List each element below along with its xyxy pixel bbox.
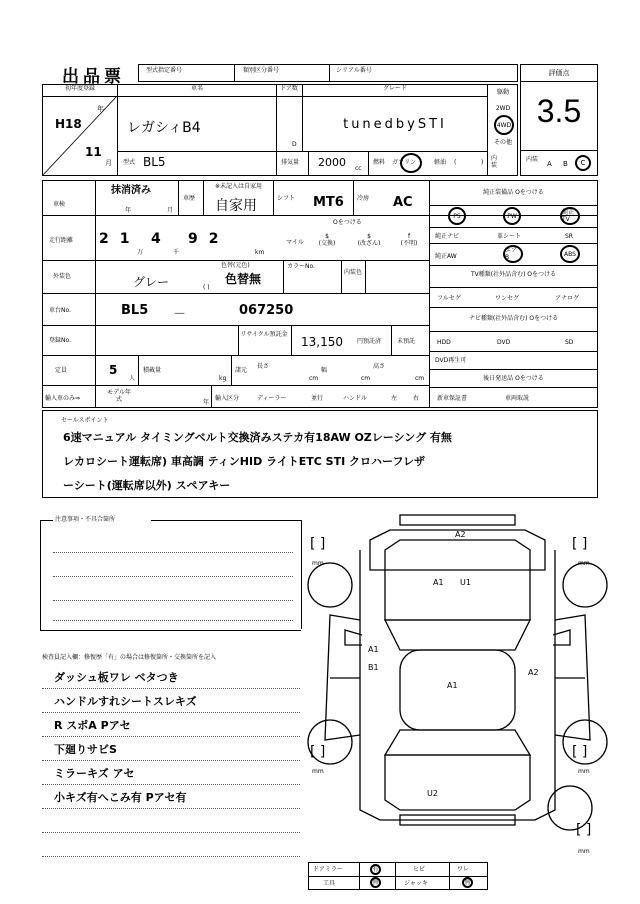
mark-a2-front: A2 <box>455 530 466 539</box>
import-right: 右 <box>413 395 420 402</box>
inspection-label: 車検 <box>53 201 66 208</box>
drive-other: その他 <box>493 139 512 146</box>
color-no-label: カラーNo. <box>287 263 315 270</box>
tire-mm-fl: mm <box>312 560 324 567</box>
tv-title: TV種類(社外品含む) Oをつける <box>470 271 557 278</box>
mileage-label: 走行距離 <box>49 237 74 244</box>
month-value: 11 <box>85 145 102 159</box>
import-type: 輸入区分 <box>215 395 240 402</box>
shift-value: MT6 <box>313 195 344 210</box>
fuel-diesel: 軽油 <box>434 159 447 166</box>
eval-score: 3.5 <box>536 93 582 129</box>
inspection-year: 年 <box>125 207 132 214</box>
sub-label-2: 類別区分番号 <box>243 67 280 74</box>
car-diagram <box>300 510 610 850</box>
genuine-pw-circled: PW <box>503 207 521 225</box>
cc-unit: cc <box>355 165 362 172</box>
interior-grade-c-circled: C <box>575 155 591 171</box>
mileage-opt-2 <box>349 233 389 247</box>
inspector-line-7 <box>42 810 300 833</box>
interior-grade-b: B <box>563 160 568 168</box>
shift-label: シフト <box>277 195 296 202</box>
capacity-label: 定員 <box>55 367 68 374</box>
month-unit: 月 <box>105 159 112 167</box>
inspector-line-4: 下廻りサビS <box>54 743 117 756</box>
year-label: 初年度登録 <box>43 85 118 97</box>
dims-height: 高さ <box>373 363 386 370</box>
tire-mm-fr: mm <box>578 560 590 567</box>
chassis-label: 車台No. <box>49 307 71 314</box>
sub-label-3: シリアル番号 <box>336 67 372 74</box>
genuine-title: 純正装備品 Oをつける <box>430 181 597 206</box>
eq-tool-mark: 無 <box>370 877 381 888</box>
paren-open: ( <box>454 159 457 166</box>
import-label: 輸入車のみ⇒ <box>45 395 81 402</box>
dvd-playback: DVD再生可 <box>435 357 467 364</box>
door-value: D <box>292 141 297 148</box>
mark-a2-right: A2 <box>528 668 539 677</box>
registration-label: 登録No. <box>49 337 71 344</box>
recycle-unit: 円預託済 <box>357 338 382 345</box>
inspection-month: 月 <box>167 207 174 214</box>
interior-label: 内装 <box>490 155 497 169</box>
tire-mm-spare: mm <box>578 848 590 855</box>
ac-label: 冷房 <box>357 195 370 202</box>
tv-analog: アナログ <box>555 295 580 302</box>
notes-line-2 <box>53 576 293 577</box>
inspection-value: 抹消済み <box>111 185 151 196</box>
genuine-tv-circled: 純正TV <box>560 207 580 225</box>
digit-2: 1 <box>119 231 141 247</box>
mileage-opt-1-text: (交換) <box>318 240 336 247</box>
mark-u1-hood: U1 <box>460 578 471 587</box>
repaint-label: 色替(元色) <box>221 262 250 269</box>
mileage-opt-3 <box>391 233 427 247</box>
fuel-circle <box>400 153 422 173</box>
genuine-aw: 純正AW <box>435 253 457 260</box>
load-label: 積載量 <box>143 367 162 374</box>
eq-wrap: ワレ <box>457 866 470 873</box>
mileage-digits-2 <box>188 231 230 247</box>
eq-jack: ジャッキ <box>404 880 428 887</box>
navi-title: ナビ種類(社外品含む) Oをつける <box>468 315 559 322</box>
mileage-opt-3-sym: f <box>407 233 411 240</box>
exterior-label: 外装色 <box>53 273 72 280</box>
dims-width: 幅 <box>321 367 328 374</box>
interior-grade-a: A <box>547 160 552 168</box>
year-unit: 年 <box>97 105 104 113</box>
tire-bracket-fl: [ ] <box>310 536 326 552</box>
eq-door-mirror-mark: 有 <box>370 864 381 875</box>
door-label: ドア数 <box>276 85 303 97</box>
recycle-no: 未預託 <box>397 338 416 345</box>
mileage-opt-3-text: (不明) <box>400 240 418 247</box>
inspector-line-8 <box>42 834 300 857</box>
capacity-value: 5 <box>109 363 118 377</box>
tire-bracket-rl: [ ] <box>310 744 326 760</box>
sales-point-label: セールスポイント <box>61 417 109 424</box>
genuine-navi: 純正ナビ <box>435 233 460 240</box>
digit-5: 9 <box>188 231 209 247</box>
mark-a1-hood: A1 <box>433 578 444 587</box>
inspector-line-6: 小キズ有へこみ有 Pアセ有 <box>54 791 187 804</box>
notes-line-1 <box>53 552 293 553</box>
tire-mm-rr: mm <box>578 768 590 775</box>
drive-label: 駆動 <box>496 89 509 96</box>
model-label: 型式 <box>123 159 136 166</box>
tire-mm-rl: mm <box>312 768 324 775</box>
tire-bracket-rr: [ ] <box>572 744 588 760</box>
recycle-label: リサイクル預託金 <box>240 331 288 338</box>
dims-height-cm: cm <box>415 375 425 382</box>
import-dealer: ディーラー <box>257 395 287 402</box>
import-parallel: 並行 <box>311 395 324 402</box>
notes-label: 注意事項・不具合箇所 <box>55 516 116 523</box>
tire-bracket-fr: [ ] <box>572 536 588 552</box>
paren-close: ) <box>481 159 484 166</box>
navi-sd: SD <box>565 339 574 346</box>
sales-point-box <box>42 410 598 498</box>
digit-4: 4 <box>151 231 161 247</box>
displacement-value: 2000 <box>318 156 346 169</box>
inspector-label: 検査員記入欄：修復歴「有」の場合は修復箇所・交換箇所を記入 <box>42 654 217 661</box>
import-handle: ハンドル <box>343 395 368 402</box>
mileage-opt-2-text: (改ざん) <box>357 240 381 247</box>
genuine-abs-circled: ABS <box>560 245 580 263</box>
history-value: 自家用 <box>215 198 257 214</box>
chassis-number: 067250 <box>239 303 294 318</box>
genuine-sr: SR <box>565 233 573 240</box>
page-title: 出品票 <box>62 67 125 87</box>
genuine-airbag-circled: エアB <box>503 245 523 263</box>
interior-color-label: 内装色 <box>343 269 362 276</box>
sales-line-1: 6速マニュアル タイミングベルト交換済みステカ有18AW OZレーシング 有無 <box>63 431 452 444</box>
grade-label: グレード <box>303 85 487 97</box>
after-manual: 車両取説 <box>505 395 530 402</box>
history-label: 車歴 <box>183 195 196 202</box>
after-warranty: 新車保証書 <box>437 395 468 402</box>
grade-value: tunedbySTI <box>343 117 447 132</box>
year-era: H18 <box>55 117 82 131</box>
sub-label-1: 型式指定番号 <box>146 67 183 74</box>
basic-info-box <box>42 84 518 176</box>
mileage-opt-1 <box>309 233 345 247</box>
import-model-year: モデル年式 <box>107 389 131 403</box>
chassis-model: BL5 <box>121 303 149 318</box>
tv-oneseg: ワンセグ <box>495 295 520 302</box>
interior-grade-label: 内装 <box>526 156 539 163</box>
after-title: 後日発送品 Oをつける <box>483 375 544 382</box>
mileage-digits <box>99 231 141 247</box>
mileage-opt-1-sym: $ <box>325 233 329 240</box>
dims-width-cm: cm <box>361 375 371 382</box>
dims-label: 諸元 <box>235 367 248 374</box>
mileage-km: km <box>255 249 265 256</box>
displacement-label: 排気量 <box>281 159 300 166</box>
mark-u2-rear: U2 <box>427 789 438 798</box>
car-name: レガシィB4 <box>127 120 201 136</box>
dims-len: 長さ <box>257 363 270 370</box>
inspector-line-5: ミラーキズ アセ <box>54 767 135 780</box>
eq-jack-mark: 無 <box>462 877 473 888</box>
mileage-opt-2-sym: $ <box>367 233 371 240</box>
mileage-man: 万 <box>137 249 144 256</box>
dims-len-cm: cm <box>309 375 319 382</box>
notes-line-4 <box>53 620 293 621</box>
sub-header-box <box>138 64 518 82</box>
repaint-paren: ( ) <box>203 284 210 291</box>
navi-hdd: HDD <box>437 339 451 346</box>
sales-line-3: ーシート(運転席以外) スペアキー <box>63 479 231 492</box>
genuine-ps-circled: PS <box>448 207 466 225</box>
load-kg: kg <box>219 375 227 382</box>
recycle-value: 13,150 <box>301 335 343 349</box>
navi-dvd: DVD <box>497 339 511 346</box>
equipment-table <box>308 862 488 890</box>
mileage-sen: 千 <box>173 249 180 256</box>
digit-1: 2 <box>99 231 120 247</box>
inspector-line-1: ダッシュ板ワレ ベタつき <box>54 671 179 684</box>
capacity-unit: 人 <box>129 375 136 382</box>
main-grid <box>42 180 598 408</box>
mileage-mile: マイル <box>286 239 304 246</box>
interior-grade-box <box>520 150 598 176</box>
drive-2wd: 2WD <box>495 105 511 112</box>
genuine-leather: 革シート <box>497 233 522 240</box>
eq-door-mirror: ドアミラー <box>313 866 343 873</box>
ac-value: AC <box>393 195 413 210</box>
inspector-line-3: R スポA Pアセ <box>54 719 131 732</box>
history-note: ※未記入は自家用 <box>215 183 263 190</box>
eq-crack: ヒビ <box>413 866 426 873</box>
notes-box <box>40 516 301 631</box>
tv-fullseg: フルセグ <box>437 295 461 302</box>
chassis-dash: － <box>173 307 187 322</box>
eq-tool: 工具 <box>323 880 336 887</box>
import-year: 年 <box>203 399 210 406</box>
notes-line-3 <box>53 600 293 601</box>
digit-6: 2 <box>208 231 230 247</box>
sales-line-2: レカロシート運転席) 車高調 ティンHID ライトETC STI クロハーフレザ <box>63 455 426 468</box>
drive-4wd-circled: 4WD <box>494 115 514 135</box>
tire-bracket-spare: [ ] <box>576 822 592 838</box>
model-value: BL5 <box>143 155 166 169</box>
name-label: 車名 <box>118 85 276 97</box>
mark-a1-left: A1 <box>368 645 379 654</box>
repaint-value: 色替無 <box>225 272 262 286</box>
mileage-circle-note: Oをつける <box>333 219 362 226</box>
fuel-label: 燃料 <box>373 159 386 166</box>
import-left: 左 <box>391 395 398 402</box>
exterior-value: グレー <box>133 275 170 289</box>
inspector-line-2: ハンドルすれシートスレキズ <box>54 695 197 708</box>
fuel-petrol: ガソリン <box>392 159 417 166</box>
eval-label: 評価点 <box>521 65 597 82</box>
mark-b1-left: B1 <box>368 663 379 672</box>
mark-a1-roof: A1 <box>447 681 458 690</box>
